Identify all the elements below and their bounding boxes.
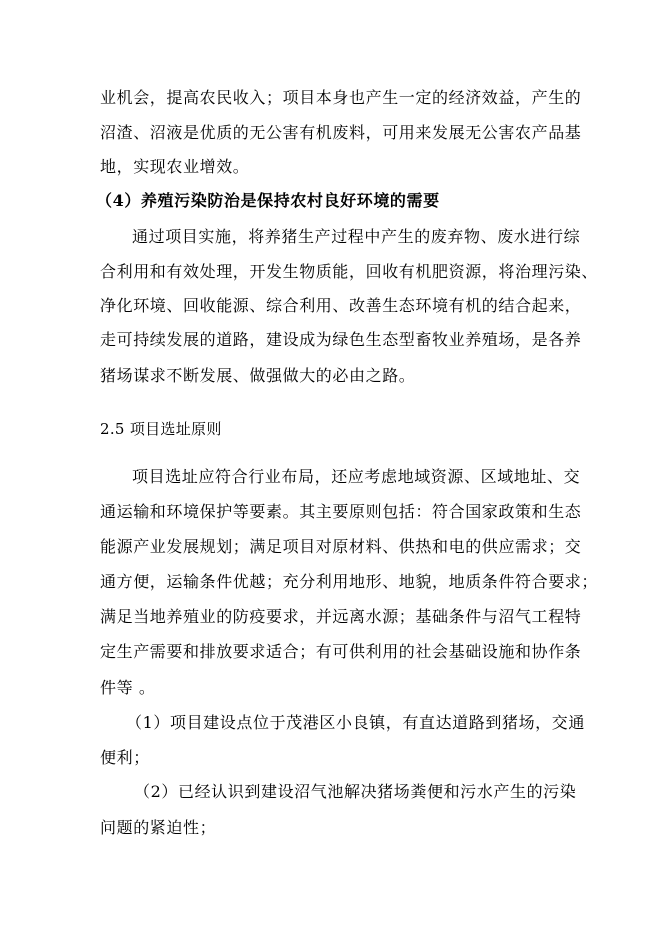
- paragraph-line: 业机会，提高农民收入；项目本身也产生一定的经济效益，产生的: [100, 88, 582, 107]
- paragraph-line: 项目选址应符合行业布局，还应考虑地域资源、区域地址、交: [132, 467, 581, 486]
- paragraph-line: 件等 。: [100, 678, 156, 697]
- list-item-line: （1）项目建设点位于茂港区小良镇，有直达道路到猪场，交通: [126, 713, 585, 732]
- list-item-line: （2）已经认识到建设沼气池解决猪场粪便和污水产生的污染: [134, 782, 577, 801]
- paragraph-line: 净化环境、回收能源、综合利用、改善生态环境有机的结合起来，: [100, 296, 582, 315]
- paragraph-line: 通方便，运输条件优越；充分利用地形、地貌，地质条件符合要求；: [100, 572, 599, 591]
- paragraph-line: 能源产业发展规划；满足项目对原材料、供热和电的供应需求；交: [100, 537, 582, 556]
- subsection-heading: （4）养殖污染防治是保持农村良好环境的需要: [96, 191, 440, 210]
- paragraph-line: 定生产需要和排放要求适合；有可供利用的社会基础设施和协作条: [100, 642, 582, 661]
- paragraph-line: 走可持续发展的道路，建设成为绿色生态型畜牧业养殖场，是各养: [100, 330, 582, 349]
- paragraph-line: 沼渣、沼液是优质的无公害有机废料，可用来发展无公害农产品基: [100, 123, 582, 142]
- paragraph-line: 满足当地养殖业的防疫要求，并远离水源；基础条件与沼气工程特: [100, 607, 582, 626]
- paragraph-line: 猪场谋求不断发展、做强做大的必由之路。: [100, 366, 416, 385]
- paragraph-line: 通过项目实施，将养猪生产过程中产生的废弃物、废水进行综: [132, 227, 581, 246]
- section-heading: 2.5 项目选址原则: [100, 420, 222, 438]
- list-item-line: 便利；: [100, 748, 150, 767]
- paragraph-line: 合利用和有效处理，开发生物质能，回收有机肥资源，将治理污染、: [100, 262, 599, 281]
- list-item-line: 问题的紧迫性；: [100, 818, 217, 837]
- paragraph-line: 通运输和环境保护等要素。其主要原则包括：符合国家政策和生态: [100, 502, 582, 521]
- paragraph-line: 地，实现农业增效。: [100, 157, 250, 176]
